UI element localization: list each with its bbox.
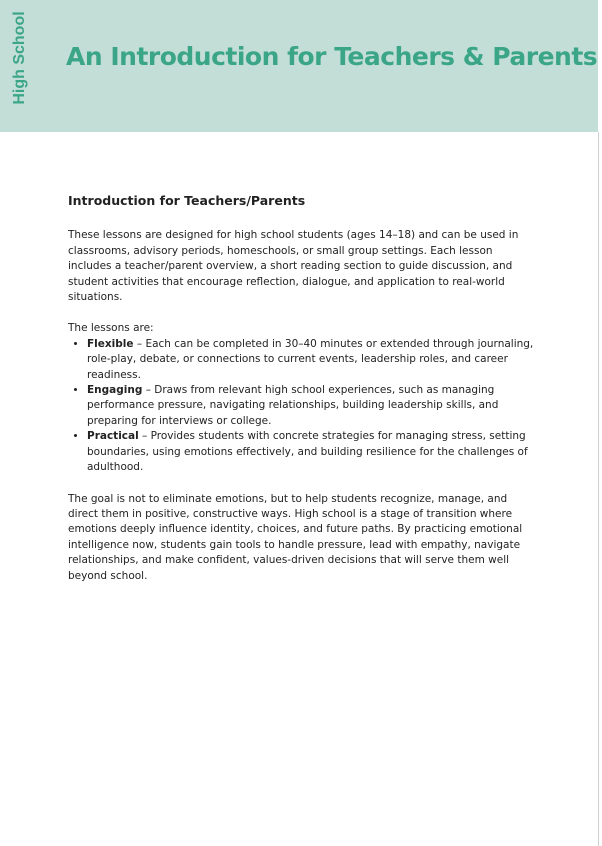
list-item-text: – Each can be completed in 30–40 minutes or extended through journaling, role-play, debate, or connections to current events, leadership roles, and career readiness. xyxy=(87,337,534,381)
main-content xyxy=(68,193,538,600)
intro-paragraph: These lessons are designed for high school students (ages 14–18) and can be used in classrooms, advisory periods, homeschools, or small group settings. Each lesson includes a teacher/parent overview, a short reading section to guide discussion, and student activities that encourage reflection, dialogue, and application to real-world situations. xyxy=(68,229,519,304)
list-item-term: Practical xyxy=(87,430,139,443)
header-banner xyxy=(0,0,598,132)
list-item-term: Flexible xyxy=(87,337,134,350)
grade-level-label: High School xyxy=(11,11,28,105)
list-item-text: – Provides students with concrete strategies for managing stress, setting boundaries, using emotions effectively, and building resilience for the challenges of adulthood. xyxy=(87,430,528,474)
list-item-text: – Draws from relevant high school experiences, such as managing performance pressure, navigating relationships, building leadership skills, and preparing for interviews or college. xyxy=(87,384,499,427)
list-intro: The lessons are: xyxy=(68,322,154,335)
page-title: An Introduction for Teachers & Parents xyxy=(66,42,598,71)
list-item xyxy=(87,337,538,383)
lesson-qualities-list xyxy=(68,337,538,476)
list-item xyxy=(87,429,538,475)
list-item-term: Engaging xyxy=(87,384,143,397)
grade-level-tab xyxy=(0,0,40,132)
page-edge-divider xyxy=(598,132,599,846)
section-heading: Introduction for Teachers/Parents xyxy=(68,193,306,208)
closing-paragraph: The goal is not to eliminate emotions, but to help students recognize, manage, and direct them in positive, constructive ways. High school is a stage of transition where emotions deeply influence identity, choices, and future paths. By practicing emotional intelligence now, students gain tools to handle pressure, lead with empathy, navigate relationships, and make confident, values-driven decisions that will serve them well beyond school. xyxy=(68,492,523,582)
list-item xyxy=(87,383,538,429)
